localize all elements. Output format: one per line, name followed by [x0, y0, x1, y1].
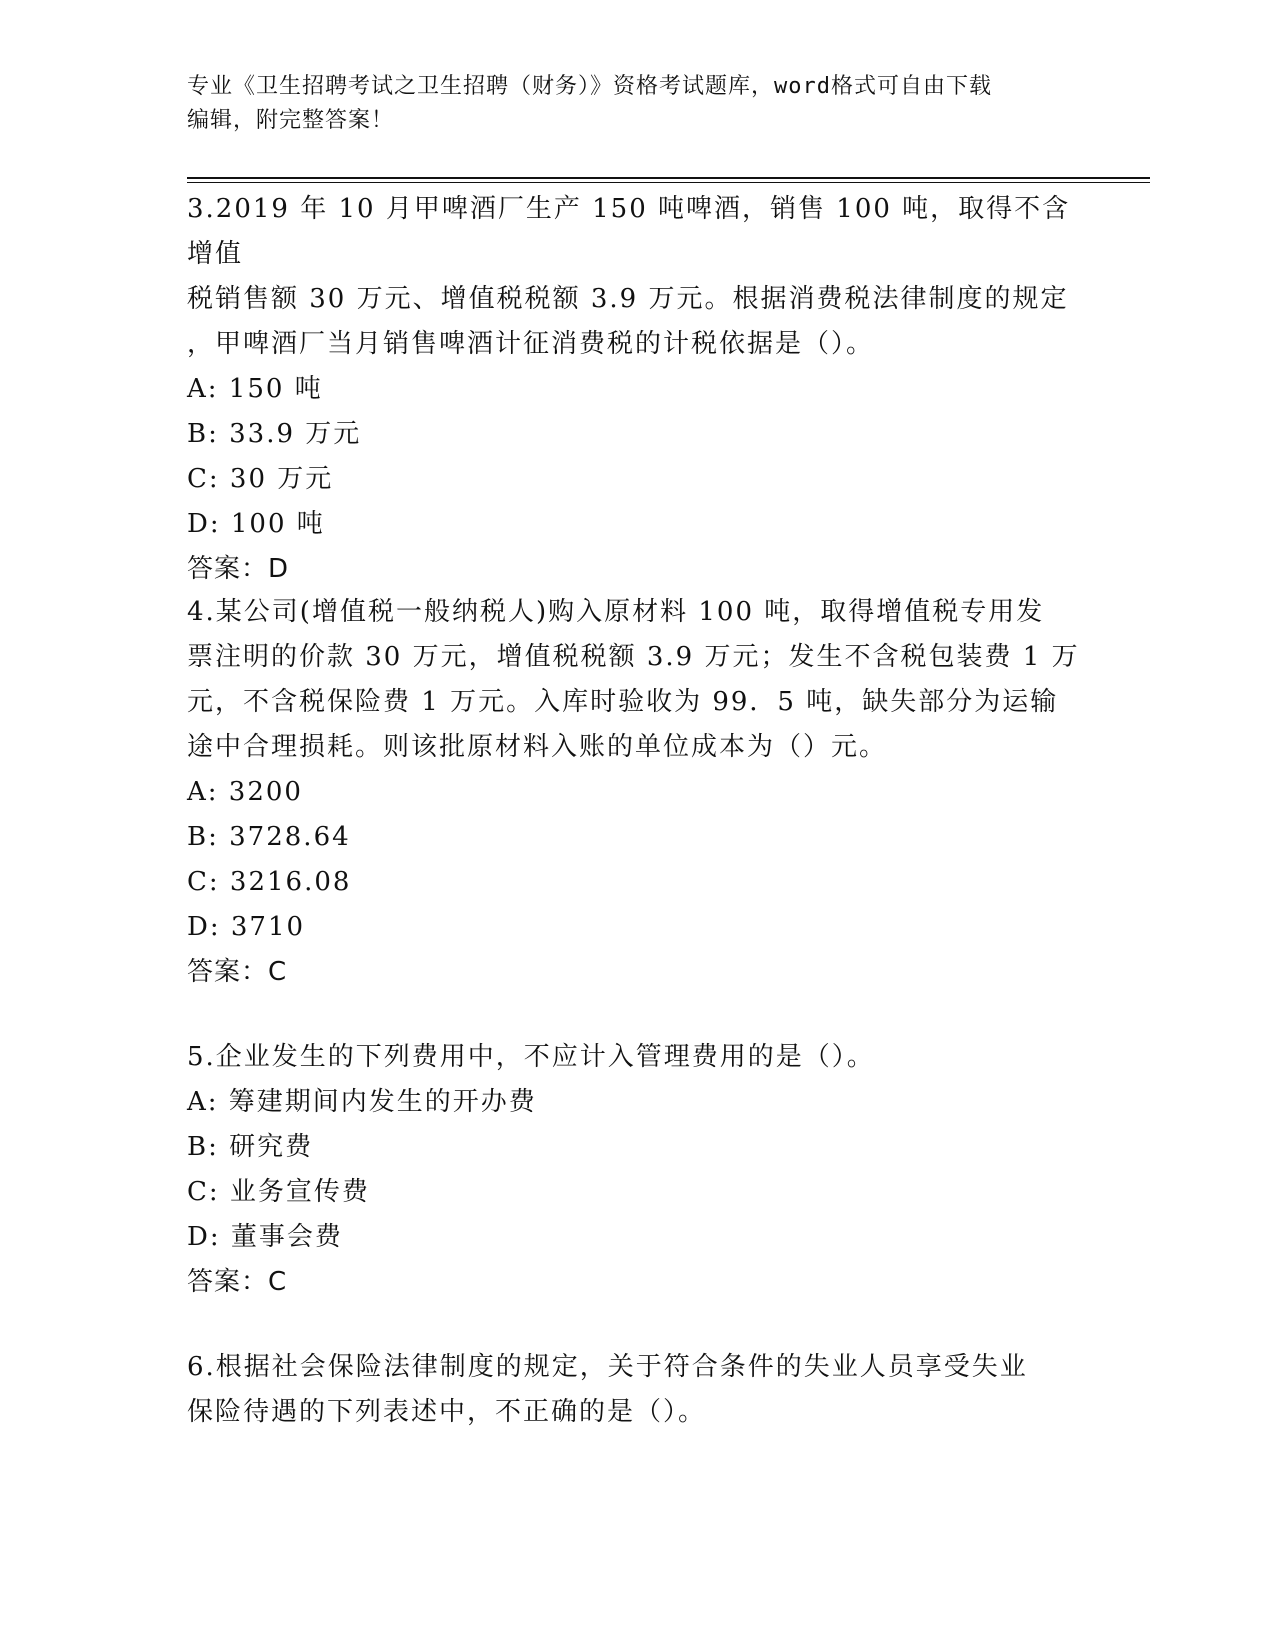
- question-3-option-a: A: 150 吨: [187, 374, 323, 404]
- question-5-option-d: D: 董事会费: [187, 1222, 343, 1252]
- question-5-answer: 答案：C: [187, 1267, 288, 1297]
- question-4-option-d: D: 3710: [187, 912, 306, 942]
- question-4-answer: 答案：C: [187, 957, 288, 987]
- question-6: [187, 1345, 1087, 1435]
- document-header: [187, 70, 1087, 138]
- question-4-line-1: 4.某公司(增值税一般纳税人)购入原材料 100 吨，取得增值税专用发: [187, 597, 1045, 627]
- question-3: [187, 187, 1087, 592]
- header-divider-thick: [187, 177, 1150, 179]
- question-4-line-2: 票注明的价款 30 万元，增值税税额 3.9 万元；发生不含税包装费 1 万: [187, 642, 1080, 672]
- question-3-line-2: 税销售额 30 万元、增值税税额 3.9 万元。根据消费税法律制度的规定: [187, 284, 1069, 314]
- question-4-option-a: A: 3200: [187, 777, 303, 807]
- question-3-option-b: B: 33.9 万元: [187, 419, 362, 449]
- question-4-line-4: 途中合理损耗。则该批原材料入账的单位成本为（）元。: [187, 732, 888, 762]
- question-3-answer: 答案：D: [187, 554, 290, 584]
- question-4-line-3: 元，不含税保险费 1 万元。入库时验收为 99．5 吨，缺失部分为运输: [187, 687, 1059, 717]
- header-line-2: 编辑，附完整答案！: [187, 108, 395, 133]
- question-5-line-1: 5.企业发生的下列费用中，不应计入管理费用的是（）。: [187, 1042, 875, 1072]
- question-6-line-1: 6.根据社会保险法律制度的规定，关于符合条件的失业人员享受失业: [187, 1352, 1028, 1382]
- question-3-option-c: C: 30 万元: [187, 464, 334, 494]
- question-5-option-c: C: 业务宣传费: [187, 1177, 370, 1207]
- header-line-1: 专业《卫生招聘考试之卫生招聘（财务）》资格考试题库，word格式可自由下载: [187, 74, 992, 99]
- question-4-option-c: C: 3216.08: [187, 867, 352, 897]
- question-3-line-3: ，甲啤酒厂当月销售啤酒计征消费税的计税依据是（）。: [187, 329, 875, 359]
- question-6-line-2: 保险待遇的下列表述中，不正确的是（）。: [187, 1397, 707, 1427]
- question-4: [187, 590, 1087, 995]
- question-5-option-a: A: 筹建期间内发生的开办费: [187, 1087, 537, 1117]
- question-5: [187, 1035, 1087, 1305]
- header-divider-thin: [187, 182, 1150, 183]
- question-4-option-b: B: 3728.64: [187, 822, 351, 852]
- question-5-option-b: B: 研究费: [187, 1132, 314, 1162]
- question-3-option-d: D: 100 吨: [187, 509, 325, 539]
- question-3-line-1: 3.2019 年 10 月甲啤酒厂生产 150 吨啤酒，销售 100 吨，取得不含增值: [187, 194, 1071, 269]
